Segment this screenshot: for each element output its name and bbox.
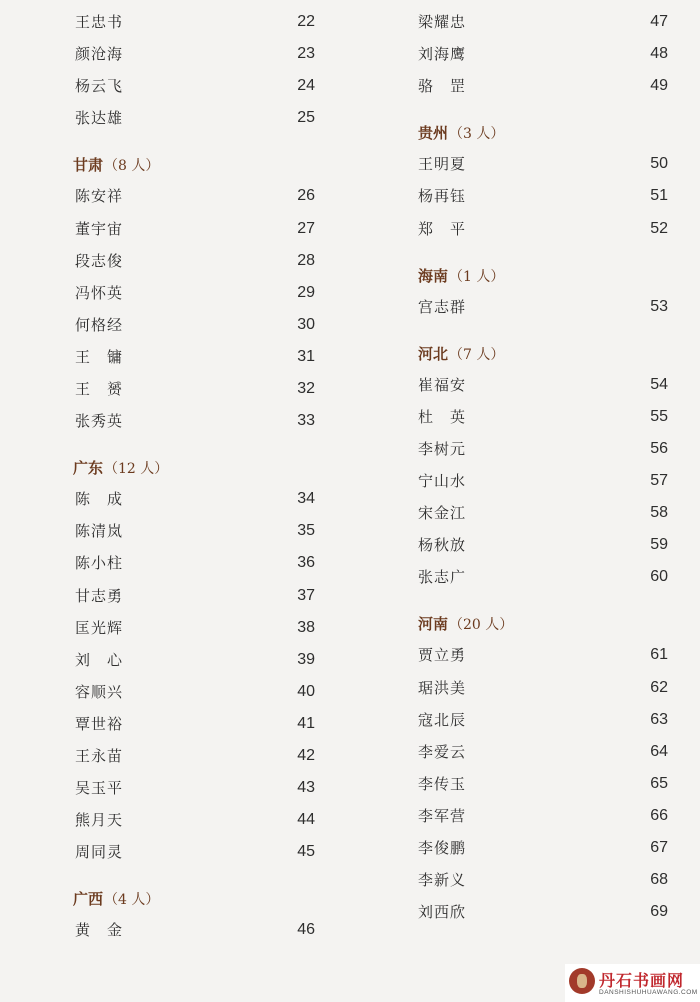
artist-name: 陈小柱 — [75, 554, 124, 573]
directory-entry — [75, 341, 315, 373]
page-number: 59 — [650, 536, 668, 554]
directory-entry — [418, 148, 668, 180]
directory-entry — [418, 768, 668, 800]
region-count: （8 人） — [104, 158, 160, 175]
artist-name: 张志广 — [418, 568, 467, 587]
artist-name: 张达雄 — [75, 109, 124, 128]
directory-entry — [418, 529, 668, 561]
watermark-title: 丹石书画网 — [599, 971, 685, 990]
region-header — [73, 453, 168, 483]
directory-entry — [418, 896, 668, 928]
page-number: 44 — [297, 811, 315, 829]
directory-entry — [418, 291, 668, 323]
page-number: 34 — [297, 490, 315, 508]
region-name: 广西 — [73, 890, 104, 909]
directory-entry — [418, 433, 668, 465]
page-number: 27 — [297, 219, 315, 237]
directory-entry — [75, 708, 315, 740]
directory-entry — [75, 405, 315, 437]
page-number: 43 — [297, 779, 315, 797]
region-header — [73, 884, 159, 914]
page-number: 62 — [650, 678, 668, 696]
artist-name: 宋金江 — [418, 504, 467, 523]
directory-entry — [75, 309, 315, 341]
directory-entry — [75, 644, 315, 676]
page-number: 23 — [297, 45, 315, 63]
page-number: 56 — [650, 439, 668, 457]
directory-entry — [75, 6, 315, 38]
artist-name: 甘志勇 — [75, 586, 124, 605]
region-count: （4 人） — [104, 892, 160, 909]
page-number: 30 — [297, 315, 315, 333]
region-name: 贵州 — [418, 124, 449, 143]
directory-entry — [418, 736, 668, 768]
page-number: 38 — [297, 618, 315, 636]
directory-entry — [418, 401, 668, 433]
site-watermark — [565, 964, 700, 1002]
artist-name: 李军营 — [418, 806, 467, 825]
directory-entry — [75, 836, 315, 868]
directory-entry — [75, 740, 315, 772]
artist-name: 颜沧海 — [75, 45, 124, 64]
directory-entry — [75, 245, 315, 277]
page-number: 26 — [297, 187, 315, 205]
artist-name: 李新义 — [418, 871, 467, 890]
page-number: 29 — [297, 283, 315, 301]
region-count: （20 人） — [449, 617, 514, 634]
region-count: （7 人） — [449, 346, 505, 363]
page-number: 25 — [297, 109, 315, 127]
artist-name: 郑 平 — [418, 219, 467, 238]
region-name: 广东 — [73, 459, 104, 478]
artist-name: 王永苗 — [75, 747, 124, 765]
artist-name: 陈清岚 — [75, 522, 124, 541]
artist-name: 陈 成 — [75, 490, 124, 509]
directory-entry — [418, 213, 668, 245]
page-number: 47 — [650, 13, 668, 30]
page-number: 24 — [297, 77, 315, 95]
page-number: 33 — [297, 412, 315, 430]
region-count: （12 人） — [104, 461, 169, 478]
artist-name: 容顺兴 — [75, 682, 124, 701]
page-number: 39 — [297, 650, 315, 668]
page-number: 69 — [650, 903, 668, 921]
artist-name: 琚洪美 — [418, 678, 467, 697]
artist-name: 张秀英 — [75, 412, 124, 431]
page-number: 45 — [297, 843, 315, 861]
page-number: 58 — [650, 504, 668, 522]
page-number: 31 — [297, 347, 315, 365]
page-number: 37 — [297, 586, 315, 604]
directory-entry — [75, 580, 315, 612]
artist-name: 骆 罡 — [418, 77, 467, 96]
directory-entry — [418, 6, 668, 38]
page-number: 54 — [650, 375, 668, 393]
page-number: 61 — [650, 646, 668, 664]
page-number: 35 — [297, 522, 315, 540]
artist-name: 周同灵 — [75, 843, 124, 862]
artist-name: 匡光辉 — [75, 618, 124, 637]
page-number: 57 — [650, 472, 668, 489]
directory-entry — [75, 547, 315, 579]
artist-name: 寇北辰 — [418, 710, 467, 729]
artist-name: 李俊鹏 — [418, 839, 467, 857]
directory-entry — [75, 914, 315, 946]
artist-name: 陈安祥 — [75, 187, 124, 206]
page-number: 66 — [650, 806, 668, 824]
directory-entry — [418, 864, 668, 896]
page-number: 22 — [297, 13, 315, 30]
page-number: 51 — [650, 187, 668, 205]
directory-entry — [75, 373, 315, 405]
page-number: 64 — [650, 742, 668, 760]
region-count: （1 人） — [449, 268, 505, 285]
artist-name: 杨再钰 — [418, 187, 467, 206]
page-number: 40 — [297, 682, 315, 700]
page-number: 46 — [297, 921, 315, 939]
page-number: 42 — [297, 747, 315, 764]
page-number: 53 — [650, 297, 668, 315]
artist-name: 李爱云 — [418, 742, 467, 761]
directory-entry — [75, 38, 315, 70]
artist-name: 王明夏 — [418, 155, 467, 174]
directory-entry — [418, 70, 668, 102]
directory-entry — [75, 483, 315, 515]
directory-entry — [75, 676, 315, 708]
artist-name: 刘 心 — [75, 650, 124, 669]
directory-entry — [75, 515, 315, 547]
artist-name: 李树元 — [418, 439, 467, 458]
directory-entry — [75, 772, 315, 804]
directory-entry — [75, 804, 315, 836]
artist-name: 梁耀忠 — [418, 13, 467, 31]
region-name: 河南 — [418, 615, 449, 634]
directory-entry — [75, 70, 315, 102]
directory-entry — [75, 180, 315, 212]
directory-entry — [418, 369, 668, 401]
artist-name: 王忠书 — [75, 13, 124, 31]
artist-name: 段志俊 — [75, 251, 124, 270]
artist-name: 吴玉平 — [75, 779, 124, 798]
page-number: 48 — [650, 45, 668, 63]
directory-entry — [418, 832, 668, 864]
artist-name: 刘西欣 — [418, 903, 467, 922]
page-number: 60 — [650, 568, 668, 586]
region-header — [73, 150, 159, 180]
artist-name: 崔福安 — [418, 375, 467, 394]
directory-entry — [418, 672, 668, 704]
artist-name: 王 镛 — [75, 347, 124, 366]
page-number: 68 — [650, 871, 668, 889]
page-number: 65 — [650, 774, 668, 792]
page-number: 50 — [650, 155, 668, 173]
directory-entry — [418, 800, 668, 832]
directory-entry — [418, 180, 668, 212]
artist-name: 熊月天 — [75, 811, 124, 830]
page-number: 49 — [650, 77, 668, 95]
page-number: 52 — [650, 219, 668, 237]
directory-entry — [418, 561, 668, 593]
region-header — [418, 339, 504, 369]
region-name: 甘肃 — [73, 156, 104, 175]
region-name: 河北 — [418, 344, 449, 363]
page-number: 41 — [297, 714, 315, 732]
artist-name: 杨云飞 — [75, 77, 124, 96]
directory-entry — [418, 497, 668, 529]
directory-entry — [418, 704, 668, 736]
directory-entry — [75, 213, 315, 245]
page-number: 63 — [650, 710, 668, 728]
directory-entry — [418, 465, 668, 497]
region-name: 海南 — [418, 266, 449, 285]
watermark-subtitle: DANSHISHUHUAWANG.COM — [599, 989, 698, 996]
region-header — [418, 609, 513, 639]
page-number: 28 — [297, 251, 315, 269]
artist-name: 李传玉 — [418, 774, 467, 793]
artist-name: 刘海鹰 — [418, 45, 467, 64]
page-number: 55 — [650, 407, 668, 425]
artist-name: 杨秋放 — [418, 536, 467, 555]
artist-name: 董宇宙 — [75, 219, 124, 238]
page-number: 67 — [650, 839, 668, 856]
directory-entry — [418, 639, 668, 671]
directory-entry — [418, 38, 668, 70]
artist-name: 冯怀英 — [75, 283, 124, 302]
brush-logo-icon — [569, 968, 595, 994]
artist-name: 黄 金 — [75, 921, 124, 940]
artist-name: 何格经 — [75, 315, 124, 334]
directory-entry — [75, 102, 315, 134]
region-header — [418, 261, 504, 291]
region-header — [418, 118, 504, 148]
artist-name: 王 赟 — [75, 380, 124, 398]
directory-entry — [75, 612, 315, 644]
artist-name: 贾立勇 — [418, 646, 467, 665]
artist-name: 宁山水 — [418, 472, 467, 490]
region-count: （3 人） — [449, 126, 505, 143]
artist-name: 杜 英 — [418, 407, 467, 426]
page-number: 32 — [297, 380, 315, 397]
directory-entry — [75, 277, 315, 309]
artist-name: 宫志群 — [418, 297, 467, 316]
artist-name: 覃世裕 — [75, 714, 124, 733]
page-number: 36 — [297, 554, 315, 572]
